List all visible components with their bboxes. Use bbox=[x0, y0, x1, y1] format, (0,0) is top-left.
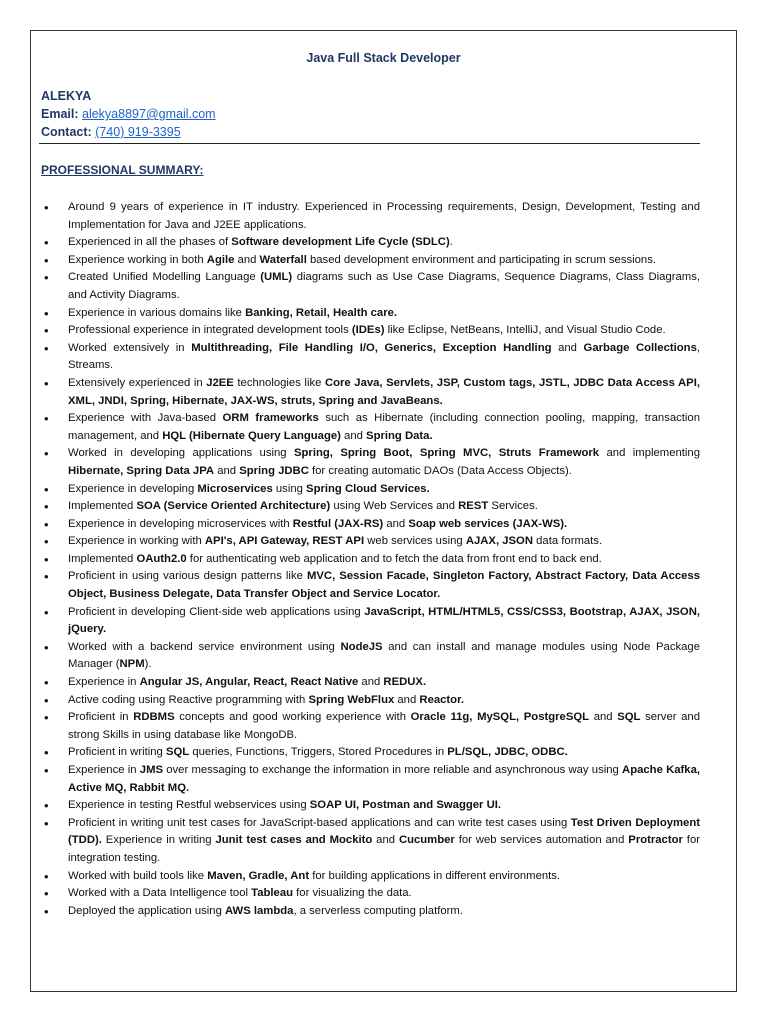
summary-item-bold-text: Spring, Spring Boot, Spring MVC, Struts Framework bbox=[294, 447, 600, 460]
summary-item-bold-text: Waterfall bbox=[259, 253, 307, 266]
page-title: Java Full Stack Developer bbox=[306, 51, 461, 65]
summary-item-text: Experience with Java-based bbox=[68, 412, 223, 425]
resume-page bbox=[30, 30, 737, 992]
summary-item-text: Proficient in writing unit test cases for JavaScript-based applications and can write test cases using bbox=[68, 816, 571, 829]
summary-item-text: Implemented bbox=[68, 500, 137, 513]
summary-item-text: for web services automation and bbox=[454, 834, 629, 847]
candidate-name: ALEKYA bbox=[41, 89, 92, 103]
summary-item-bold-text: MVC, Session Facade, Singleton Factory, Abstract Factory, Data Access Object, Business Delegate, Data Transfer Object and Service Locator. bbox=[68, 570, 701, 601]
summary-item-bold-text: Core Java, Servlets, JSP, Custom tags, JSTL, JDBC Data Access API, XML, JNDI, Spring, Hibernate, JAX-WS, struts, Spring and JavaBeans. bbox=[68, 376, 700, 407]
summary-item-bold-text: Garbage Collections bbox=[583, 341, 697, 354]
summary-item-bold-text: Maven, Gradle, Ant bbox=[207, 869, 310, 882]
summary-item-text: Experience in working with bbox=[68, 535, 205, 548]
summary-item-text: diagrams such as Use Case Diagrams, Sequence Diagrams, Class Diagrams, and Activity Diagrams. bbox=[68, 271, 700, 301]
summary-item-text: Proficient in writing bbox=[68, 746, 166, 759]
summary-item bbox=[68, 903, 700, 921]
summary-item-bold-text: NPM bbox=[119, 658, 145, 671]
summary-item-text: and bbox=[551, 341, 584, 354]
summary-item-text: Proficient in using various design patterns like bbox=[68, 570, 307, 583]
summary-item-bold-text: Soap web services (JAX-WS). bbox=[408, 517, 568, 530]
summary-item-text: Proficient in developing Client-side web applications using bbox=[68, 605, 365, 618]
summary-item bbox=[68, 885, 700, 903]
summary-item-bold-text: Agile bbox=[206, 253, 235, 266]
summary-item-bold-text: Apache Kafka, Active MQ, Rabbit MQ. bbox=[68, 764, 700, 794]
section-heading-summary: PROFESSIONAL SUMMARY: bbox=[41, 163, 204, 177]
summary-item-text: Implemented bbox=[68, 552, 137, 565]
summary-item-bold-text: (UML) bbox=[260, 271, 293, 284]
summary-item-bold-text: Software development Life Cycle (SDLC) bbox=[231, 236, 450, 249]
summary-item-bold-text: Junit test cases and Mockito bbox=[215, 834, 373, 847]
summary-item-bold-text: SQL bbox=[617, 711, 641, 724]
summary-item-text: and implementing bbox=[599, 447, 700, 460]
summary-item bbox=[68, 234, 700, 252]
summary-item-text: and can install and manage modules using Node Package Manager ( bbox=[68, 640, 700, 671]
summary-item-text: and bbox=[372, 834, 399, 847]
summary-item-text: for visualizing the data. bbox=[293, 887, 412, 900]
summary-item bbox=[68, 340, 700, 375]
summary-item-bold-text: Test Driven Deployment (TDD). bbox=[68, 816, 700, 847]
summary-item-text: data formats. bbox=[533, 535, 603, 548]
summary-item-bold-text: REDUX. bbox=[383, 676, 427, 689]
summary-item-text: , Streams. bbox=[68, 341, 701, 372]
summary-item-bold-text: HQL (Hibernate Query Language) bbox=[162, 429, 341, 442]
summary-item-text: Worked with build tools like bbox=[68, 869, 208, 882]
summary-item bbox=[68, 674, 700, 692]
summary-item-text: Professional experience in integrated development tools bbox=[68, 324, 352, 337]
summary-item bbox=[68, 709, 700, 744]
summary-item bbox=[68, 445, 700, 480]
summary-item-bold-text: Cucumber bbox=[398, 834, 455, 847]
summary-item bbox=[68, 797, 700, 815]
summary-item-bold-text: (IDEs) bbox=[351, 324, 385, 337]
summary-item bbox=[68, 305, 700, 323]
summary-item-bold-text: Spring Data. bbox=[366, 429, 433, 442]
summary-item-text: Experience in developing microservices with bbox=[68, 517, 293, 530]
contact-line bbox=[41, 123, 216, 141]
summary-item-text: Experience in developing bbox=[68, 482, 198, 495]
summary-item-text: technologies like bbox=[233, 376, 325, 389]
summary-item-text: Extensively experienced in bbox=[68, 376, 207, 389]
summary-item-text: Around 9 years of experience in IT industry. Experienced in Processing requirements, Design, Development, Testing and Implementation for Java and J2EE applications. bbox=[68, 201, 700, 231]
summary-item bbox=[68, 481, 700, 499]
summary-item bbox=[68, 322, 700, 340]
summary-item-text: based development environment and participating in scrum sessions. bbox=[306, 253, 656, 266]
summary-item-bold-text: NodeJS bbox=[340, 640, 383, 653]
summary-item-text: Worked with a backend service environment using bbox=[68, 640, 341, 653]
summary-item-bold-text: Protractor bbox=[628, 834, 683, 847]
summary-item-text: Experience in writing bbox=[101, 834, 216, 847]
summary-item-bold-text: API's, API Gateway, REST API bbox=[204, 535, 365, 548]
summary-item-bold-text: JavaScript, HTML/HTML5, CSS/CSS3, Bootstrap, AJAX, JSON, jQuery. bbox=[68, 605, 700, 636]
summary-item-text: Deployed the application using bbox=[68, 904, 226, 917]
summary-item-bold-text: Spring Cloud Services. bbox=[306, 482, 430, 495]
summary-item-bold-text: Reactor. bbox=[419, 693, 464, 706]
summary-item bbox=[68, 762, 700, 797]
summary-item-bold-text: Restful (JAX-RS) bbox=[292, 517, 384, 530]
summary-item-text: using Web Services and bbox=[330, 500, 459, 513]
summary-item-text: concepts and good working experience with bbox=[174, 711, 411, 724]
summary-item-text: Created Unified Modelling Language bbox=[68, 271, 261, 284]
summary-item-bold-text: RDBMS bbox=[133, 711, 175, 724]
divider bbox=[39, 143, 700, 144]
contact-label: Contact: bbox=[41, 125, 92, 139]
summary-item-text: like Eclipse, NetBeans, IntelliJ, and Visual Studio Code. bbox=[384, 324, 666, 337]
summary-item-text: web services using bbox=[364, 535, 466, 548]
email-line bbox=[41, 105, 216, 123]
summary-item-text: for integration testing. bbox=[68, 834, 700, 864]
summary-item bbox=[68, 868, 700, 886]
summary-item-bold-text: ORM frameworks bbox=[222, 412, 319, 425]
summary-item bbox=[68, 551, 700, 569]
summary-item-bold-text: Spring WebFlux bbox=[308, 693, 395, 706]
summary-item-bold-text: Hibernate, Spring Data JPA bbox=[68, 464, 215, 477]
summary-item-text: Experience working in both bbox=[68, 253, 207, 266]
summary-item bbox=[68, 692, 700, 710]
summary-item bbox=[68, 252, 700, 270]
summary-item-text: Worked extensively in bbox=[68, 341, 192, 354]
summary-item-text: Experience in bbox=[68, 676, 140, 689]
summary-item-text: Active coding using Reactive programming with bbox=[68, 693, 309, 706]
summary-item-text: and bbox=[383, 517, 409, 530]
summary-item-text: server and strong Skills in using database like MongoDB. bbox=[68, 711, 700, 741]
summary-item-text: . bbox=[449, 236, 453, 249]
summary-item-text: for building applications in different environments. bbox=[309, 869, 561, 882]
summary-item-text: Worked with a Data Intelligence tool bbox=[68, 887, 252, 900]
summary-item-text: using bbox=[272, 482, 307, 495]
summary-item-text: Services. bbox=[488, 500, 538, 513]
summary-item bbox=[68, 815, 700, 868]
summary-item bbox=[68, 568, 700, 603]
summary-item-text: for creating automatic DAOs (Data Access Objects). bbox=[308, 464, 572, 477]
summary-item-text: such as Hibernate (including connection pooling, mapping, transaction management, and bbox=[68, 412, 700, 442]
summary-item-bold-text: Spring JDBC bbox=[239, 464, 309, 477]
summary-item-text: for authenticating web application and to fetch the data from front end to back end. bbox=[186, 552, 602, 565]
summary-item-bold-text: AJAX, JSON bbox=[465, 535, 534, 548]
summary-item-bold-text: Banking, Retail, Health care. bbox=[245, 306, 398, 319]
summary-item-text: and bbox=[589, 711, 618, 724]
summary-item bbox=[68, 744, 700, 762]
phone-link[interactable]: (740) 919-3395 bbox=[95, 125, 181, 139]
summary-item bbox=[68, 269, 700, 304]
summary-item bbox=[68, 498, 700, 516]
summary-item-text: Experience in testing Restful webservices using bbox=[68, 799, 310, 812]
email-label: Email: bbox=[41, 107, 79, 121]
summary-item-bold-text: Oracle 11g, MySQL, PostgreSQL bbox=[410, 711, 590, 724]
summary-item-text: and bbox=[340, 429, 367, 442]
summary-item-text: and bbox=[358, 676, 384, 689]
summary-item-text: and bbox=[234, 253, 260, 266]
summary-item bbox=[68, 533, 700, 551]
summary-item-text: Experience in bbox=[68, 764, 140, 776]
summary-item-text: , a serverless computing platform. bbox=[293, 904, 463, 917]
summary-item-bold-text: SQL bbox=[165, 746, 190, 759]
summary-item-text: and bbox=[214, 464, 240, 477]
summary-item bbox=[68, 199, 700, 234]
summary-item-bold-text: JMS bbox=[139, 764, 164, 776]
summary-item-bold-text: Microservices bbox=[197, 482, 273, 495]
summary-item bbox=[68, 604, 700, 639]
summary-item-text: Experience in various domains like bbox=[68, 306, 246, 319]
summary-item bbox=[68, 375, 700, 410]
email-link[interactable]: alekya8897@gmail.com bbox=[82, 107, 216, 121]
summary-item-text: Worked in developing applications using bbox=[68, 447, 294, 460]
summary-item-bold-text: PL/SQL, JDBC, ODBC. bbox=[447, 746, 568, 759]
summary-item-text: Proficient in bbox=[68, 711, 134, 724]
summary-item-text: and bbox=[394, 693, 420, 706]
summary-item bbox=[68, 410, 700, 445]
summary-item-bold-text: J2EE bbox=[206, 376, 234, 389]
contact-block bbox=[41, 87, 216, 141]
summary-item-text: Experienced in all the phases of bbox=[68, 236, 232, 249]
summary-item-bold-text: AWS lambda bbox=[225, 904, 294, 917]
summary-item-text: over messaging to exchange the information in more reliable and asynchronous way using bbox=[163, 764, 623, 776]
summary-item-bold-text: OAuth2.0 bbox=[136, 552, 187, 565]
summary-item-text: ). bbox=[144, 658, 152, 671]
summary-item-text: queries, Functions, Triggers, Stored Procedures in bbox=[189, 746, 448, 759]
summary-item-bold-text: SOA (Service Oriented Architecture) bbox=[136, 500, 331, 513]
summary-item bbox=[68, 639, 700, 674]
summary-item-bold-text: Tableau bbox=[251, 887, 294, 900]
summary-item-bold-text: SOAP UI, Postman and Swagger UI. bbox=[309, 799, 502, 812]
summary-item-bold-text: Multithreading, File Handling I/O, Generics, Exception Handling bbox=[191, 341, 552, 354]
summary-item bbox=[68, 516, 700, 534]
summary-list bbox=[41, 199, 700, 920]
summary-item-bold-text: Angular JS, Angular, React, React Native bbox=[139, 676, 359, 689]
summary-item-bold-text: REST bbox=[458, 500, 489, 513]
